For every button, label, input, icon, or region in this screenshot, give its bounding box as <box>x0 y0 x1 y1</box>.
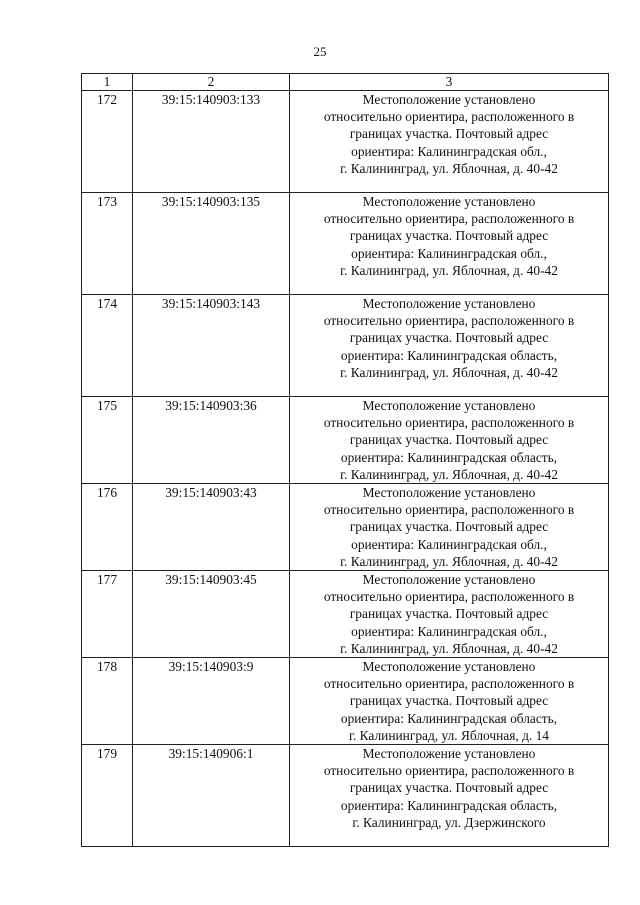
description-line: г. Калининград, ул. Яблочная, д. 40-42 <box>340 466 558 482</box>
table-row <box>82 658 609 745</box>
location-description-cell <box>290 571 609 658</box>
table-row <box>82 571 609 658</box>
table-row <box>82 295 609 397</box>
description-line: Местоположение установлено <box>362 572 536 588</box>
row-number-cell: 176 <box>82 484 133 571</box>
cadastral-number-cell: 39:15:140903:133 <box>133 91 290 193</box>
row-number-cell: 174 <box>82 295 133 397</box>
description-line: относительно ориентира, расположенного в <box>323 313 575 329</box>
description-line: границах участка. Почтовый адрес <box>349 780 549 796</box>
column-header-2: 2 <box>133 74 290 91</box>
cadastral-number-cell: 39:15:140903:9 <box>133 658 290 745</box>
description-line: г. Калининград, ул. Яблочная, д. 40-42 <box>340 640 558 656</box>
location-description-cell <box>290 91 609 193</box>
row-number-cell: 173 <box>82 193 133 295</box>
description-line: относительно ориентира, расположенного в <box>323 211 575 227</box>
description-line: Местоположение установлено <box>362 659 536 675</box>
row-number-cell: 172 <box>82 91 133 193</box>
description-line: относительно ориентира, расположенного в <box>323 109 575 125</box>
row-number-cell: 179 <box>82 745 133 847</box>
description-line: относительно ориентира, расположенного в <box>323 502 575 518</box>
page-number: 25 <box>313 44 327 59</box>
description-line: г. Калининград, ул. Яблочная, д. 40-42 <box>340 160 558 176</box>
description-line: г. Калининград, ул. Яблочная, д. 14 <box>348 727 549 743</box>
description-line: границах участка. Почтовый адрес <box>349 126 549 142</box>
description-line: относительно ориентира, расположенного в <box>323 763 575 779</box>
description-line: границах участка. Почтовый адрес <box>349 606 549 622</box>
cadastral-number-cell: 39:15:140903:36 <box>133 397 290 484</box>
row-number-cell: 178 <box>82 658 133 745</box>
description-line: ориентира: Калининградская обл., <box>351 245 547 261</box>
parcel-table <box>81 73 609 847</box>
cadastral-number-cell: 39:15:140903:45 <box>133 571 290 658</box>
location-description-cell <box>290 658 609 745</box>
description-line: границах участка. Почтовый адрес <box>349 432 549 448</box>
description-line: ориентира: Калининградская обл., <box>351 143 547 159</box>
description-line: ориентира: Калининградская обл., <box>351 536 547 552</box>
description-line: Местоположение установлено <box>362 485 536 501</box>
description-line: Местоположение установлено <box>362 194 536 209</box>
table-header-row <box>82 74 609 91</box>
description-line: границах участка. Почтовый адрес <box>349 519 549 535</box>
description-line: относительно ориентира, расположенного в <box>323 589 575 605</box>
description-line: Местоположение установлено <box>362 398 536 413</box>
table-row <box>82 91 609 193</box>
description-line: ориентира: Калининградская область, <box>340 449 558 465</box>
table-row <box>82 745 609 847</box>
location-description-cell <box>290 484 609 571</box>
table-row <box>82 484 609 571</box>
column-header-3: 3 <box>290 74 609 91</box>
description-line: Местоположение установлено <box>362 296 536 311</box>
row-number-cell: 175 <box>82 397 133 484</box>
description-line: границах участка. Почтовый адрес <box>349 330 549 346</box>
description-line: ориентира: Калининградская область, <box>340 347 558 363</box>
description-line: ориентира: Калининградская область, <box>340 797 558 813</box>
description-line: границах участка. Почтовый адрес <box>349 693 549 709</box>
cadastral-number-cell: 39:15:140903:43 <box>133 484 290 571</box>
location-description-cell <box>290 193 609 295</box>
description-line: г. Калининград, ул. Яблочная, д. 40-42 <box>340 553 558 569</box>
description-line: Местоположение установлено <box>362 746 536 762</box>
description-line: г. Калининград, ул. Яблочная, д. 40-42 <box>340 364 558 380</box>
column-header-1: 1 <box>82 74 133 91</box>
description-line: г. Калининград, ул. Дзержинского <box>352 814 546 830</box>
location-description-cell <box>290 397 609 484</box>
description-line: ориентира: Калининградская обл., <box>351 623 547 639</box>
table-row <box>82 397 609 484</box>
table-row <box>82 193 609 295</box>
cadastral-number-cell: 39:15:140903:135 <box>133 193 290 295</box>
location-description-cell <box>290 745 609 847</box>
description-line: относительно ориентира, расположенного в <box>323 676 575 692</box>
description-line: г. Калининград, ул. Яблочная, д. 40-42 <box>340 262 558 278</box>
description-line: Местоположение установлено <box>362 92 536 107</box>
location-description-cell <box>290 295 609 397</box>
cadastral-number-cell: 39:15:140906:1 <box>133 745 290 847</box>
row-number-cell: 177 <box>82 571 133 658</box>
description-line: границах участка. Почтовый адрес <box>349 228 549 244</box>
description-line: ориентира: Калининградская область, <box>340 710 558 726</box>
description-line: относительно ориентира, расположенного в <box>323 415 575 431</box>
cadastral-number-cell: 39:15:140903:143 <box>133 295 290 397</box>
